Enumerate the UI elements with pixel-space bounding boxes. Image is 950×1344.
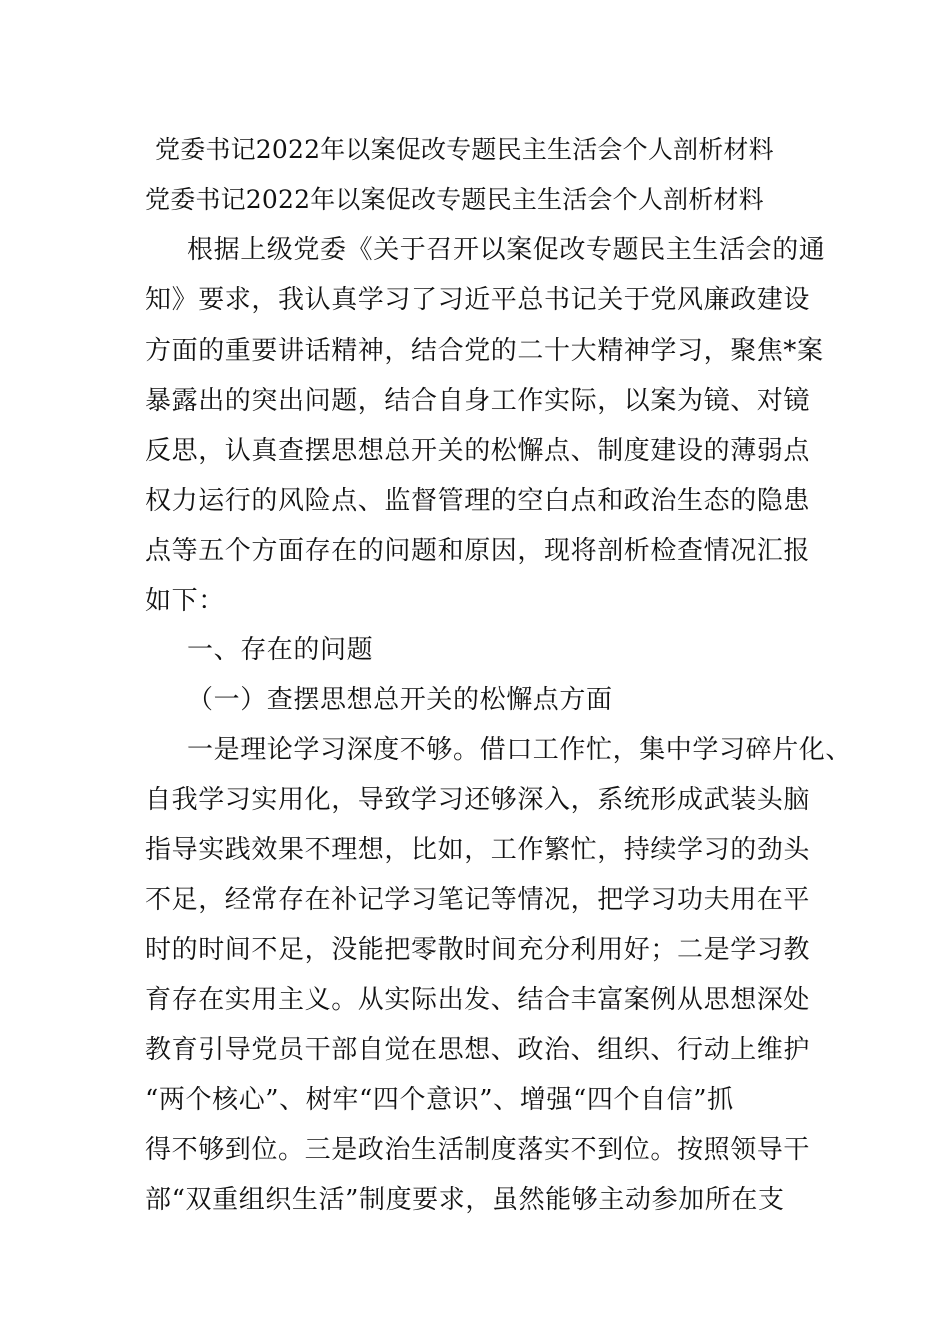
intro-paragraph-line: 点等五个方面存在的问题和原因，现将剖析检查情况汇报 (145, 536, 811, 566)
body-paragraph-line: 一是理论学习深度不够。借口工作忙，集中学习碎片化、 (187, 735, 853, 765)
body-paragraph-line: 自我学习实用化，导致学习还够深入，系统形成武装头脑 (145, 785, 811, 815)
intro-paragraph-line: 根据上级党委《关于召开以案促改专题民主生活会的通 (187, 235, 826, 265)
body-paragraph-line: “两个核心”、树牢“四个意识”、增强“四个自信”抓 (145, 1085, 734, 1115)
intro-paragraph-line: 方面的重要讲话精神，结合党的二十大精神学习，聚焦*案 (145, 336, 824, 366)
intro-paragraph-line: 知》要求，我认真学习了习近平总书记关于党风廉政建设 (145, 285, 811, 315)
intro-paragraph-line: 权力运行的风险点、监督管理的空白点和政治生态的隐患 (145, 486, 811, 516)
body-paragraph-line: 教育引导党员干部自觉在思想、政治、组织、行动上维护 (145, 1035, 811, 1065)
body-paragraph-line: 指导实践效果不理想，比如，工作繁忙，持续学习的劲头 (145, 835, 811, 865)
body-paragraph-line: 得不够到位。三是政治生活制度落实不到位。按照领导干 (145, 1135, 811, 1165)
intro-paragraph-line: 暴露出的突出问题，结合自身工作实际，以案为镜、对镜 (145, 386, 811, 416)
body-paragraph-line: 育存在实用主义。从实际出发、结合丰富案例从思想深处 (145, 985, 811, 1015)
document-title: 党委书记2022年以案促改专题民主生活会个人剖析材料 (155, 135, 774, 164)
intro-paragraph-line: 如下： (145, 586, 225, 616)
intro-paragraph-line: 反思，认真查摆思想总开关的松懈点、制度建设的薄弱点 (145, 436, 811, 466)
body-paragraph-line: 部“双重组织生活”制度要求，虽然能够主动参加所在支 (145, 1185, 785, 1215)
body-paragraph-line: 时的时间不足，没能把零散时间充分利用好；二是学习教 (145, 935, 811, 965)
section-heading: 一、存在的问题 (187, 635, 374, 665)
subsection-heading: （一）查摆思想总开关的松懈点方面 (187, 685, 613, 715)
body-paragraph-line: 不足，经常存在补记学习笔记等情况，把学习功夫用在平 (145, 885, 811, 915)
document-title-repeat: 党委书记2022年以案促改专题民主生活会个人剖析材料 (145, 185, 764, 214)
